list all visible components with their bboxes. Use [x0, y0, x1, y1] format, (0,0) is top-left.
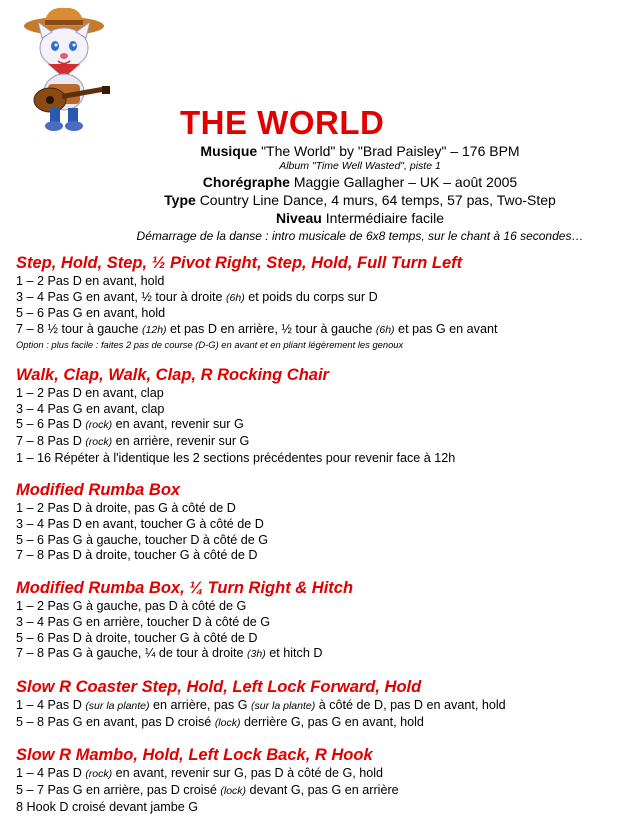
step-text: 5 – 6 Pas D — [16, 417, 86, 432]
step-text: à côté de D, pas D en avant, hold — [315, 697, 506, 712]
step-text: et pas G en avant — [394, 322, 498, 337]
step-line — [16, 434, 628, 451]
step-annotation: (6h) — [226, 291, 245, 304]
step-text: 1 – 16 Répéter à l'identique les 2 sections précédentes pour revenir face à 12h — [16, 450, 456, 465]
section-title: Walk, Clap, Walk, Clap, R Rocking Chair — [16, 365, 329, 384]
step-section — [16, 745, 628, 815]
step-section — [16, 365, 628, 467]
step-line — [16, 274, 628, 290]
step-annotation: (sur la plante) — [85, 699, 150, 712]
step-line — [16, 533, 628, 549]
step-text: 7 – 8 Pas G à gauche, ¼ de tour à droite — [16, 646, 248, 661]
step-text: 1 – 2 Pas G à gauche, pas D à côté de G — [16, 599, 247, 614]
step-line — [16, 548, 628, 564]
album-line: Album "Time Well Wasted", piste 1 — [279, 160, 441, 172]
step-text: 1 – 2 Pas D à droite, pas G à côté de D — [16, 501, 236, 516]
section-title: Modified Rumba Box — [16, 481, 181, 500]
step-line — [16, 517, 628, 533]
step-line — [16, 715, 628, 732]
cowboy-cat-mascot-image — [14, 4, 114, 132]
step-line — [16, 501, 628, 517]
step-text: 5 – 8 Pas G en avant, pas D croisé — [16, 714, 215, 729]
step-line — [16, 417, 628, 434]
step-text: et hitch D — [265, 646, 323, 661]
step-section — [16, 677, 628, 731]
step-annotation: (rock) — [85, 435, 113, 448]
choreographer-value: Maggie Gallagher – UK – août 2005 — [293, 174, 518, 190]
step-text: et pas D en arrière, ½ tour à gauche — [166, 322, 376, 337]
step-annotation: (lock) — [214, 716, 241, 729]
section-title: Slow R Coaster Step, Hold, Left Lock Forward, Hold — [16, 677, 422, 696]
step-line — [16, 615, 628, 631]
choreographer-label: Chorégraphe — [202, 174, 290, 190]
step-text: 1 – 4 Pas D — [16, 766, 86, 781]
option-note: Option : plus facile : faites 2 pas de course (D-G) en avant et en pliant légèrement les genoux — [16, 338, 404, 350]
section-title: Slow R Mambo, Hold, Left Lock Back, R Hook — [16, 746, 373, 765]
step-annotation: (rock) — [85, 768, 113, 781]
step-text: en avant, revenir sur G, pas D à côté de G, hold — [112, 766, 384, 781]
step-text: 7 – 8 Pas D à droite, toucher G à côté de D — [16, 548, 258, 563]
dance-info-header — [100, 142, 620, 244]
step-line — [16, 402, 628, 418]
step-sections — [16, 253, 628, 829]
page-title: THE WORLD — [180, 104, 385, 141]
step-section — [16, 253, 628, 351]
type-label: Type — [164, 192, 196, 208]
step-line — [16, 599, 628, 615]
type-line — [100, 191, 620, 209]
step-line — [16, 386, 628, 402]
step-text: derrière G, pas G en avant, hold — [240, 714, 424, 729]
section-title: Step, Hold, Step, ½ Pivot Right, Step, Hold, Full Turn Left — [16, 254, 463, 272]
step-line — [16, 322, 628, 339]
level-label: Niveau — [275, 210, 322, 226]
step-text: 1 – 2 Pas D en avant, hold — [16, 274, 165, 288]
step-text: 3 – 4 Pas D en avant, toucher G à côté de D — [16, 517, 264, 532]
step-text: devant G, pas G en arrière — [246, 783, 399, 798]
choreographer-line — [100, 173, 620, 191]
step-text: 3 – 4 Pas G en avant, clap — [16, 401, 165, 416]
step-annotation: (lock) — [220, 785, 247, 798]
step-line — [16, 631, 628, 647]
step-line — [16, 306, 628, 322]
step-text: 3 – 4 Pas G en arrière, toucher D à côté de G — [16, 614, 271, 629]
step-text: 5 – 6 Pas G en avant, hold — [16, 306, 166, 321]
step-line — [16, 800, 628, 816]
step-text: en avant, revenir sur G — [112, 417, 244, 432]
step-annotation: (12h) — [142, 324, 167, 337]
step-text: et poids du corps sur D — [244, 289, 378, 304]
step-line — [16, 766, 628, 783]
step-annotation: (sur la plante) — [251, 699, 316, 712]
intro-note: Démarrage de la danse : intro musicale de 6x8 temps, sur le chant à 16 secondes… — [136, 229, 584, 243]
step-annotation: (rock) — [85, 419, 113, 432]
step-text: 7 – 8 ½ tour à gauche — [16, 322, 143, 337]
step-line — [16, 451, 628, 467]
step-text: 5 – 6 Pas G à gauche, toucher D à côté de G — [16, 532, 269, 547]
music-line — [100, 142, 620, 160]
level-value: Intermédiaire facile — [325, 210, 445, 226]
step-line — [16, 783, 628, 800]
music-value: "The World" by "Brad Paisley" – 176 BPM — [261, 143, 520, 159]
step-text: 1 – 2 Pas D en avant, clap — [16, 385, 164, 400]
music-label: Musique — [200, 143, 258, 159]
step-section — [16, 578, 628, 663]
type-value: Country Line Dance, 4 murs, 64 temps, 57 pas, Two-Step — [199, 192, 556, 208]
step-line — [16, 290, 628, 307]
step-text: en arrière, pas G — [149, 697, 252, 712]
step-text: 7 – 8 Pas D — [16, 433, 86, 448]
step-section — [16, 480, 628, 564]
step-annotation: (3h) — [247, 648, 266, 661]
step-text: 8 Hook D croisé devant jambe G — [16, 799, 198, 814]
step-line — [16, 698, 628, 715]
step-text: 5 – 6 Pas D à droite, toucher G à côté de D — [16, 630, 258, 645]
section-title: Modified Rumba Box, ¼ Turn Right & Hitch — [16, 579, 354, 598]
step-line — [16, 646, 628, 663]
level-line — [100, 209, 620, 227]
step-text: 1 – 4 Pas D — [16, 697, 86, 712]
step-text: en arrière, revenir sur G — [112, 433, 250, 448]
step-annotation: (6h) — [375, 324, 395, 337]
step-text: 5 – 7 Pas G en arrière, pas D croisé — [16, 783, 221, 798]
step-text: 3 – 4 Pas G en avant, ½ tour à droite — [16, 289, 227, 304]
